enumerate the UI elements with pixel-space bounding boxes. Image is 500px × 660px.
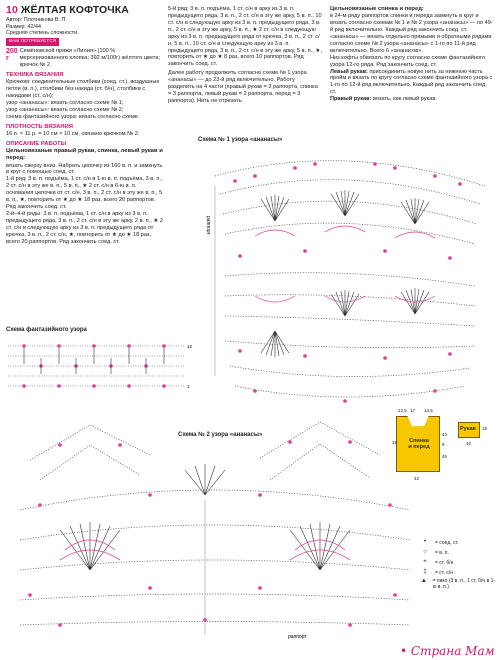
legend-symbol-0: • <box>423 539 427 546</box>
column-middle <box>168 6 322 105</box>
yarn-info <box>6 48 164 69</box>
right-sleeve-text: вязать, как левый рукав. <box>373 96 437 103</box>
dim-top-2: 12,5 <box>424 408 433 413</box>
legend-label-2: = ст. б/н <box>435 559 454 566</box>
col2-p1: Далее работу продолжить согласно схеме № 1 узора «ананасы» — до 23-й ряд включительно. Работу разделить на 4 части (правый рукав = 2 раппорта, спинка = 3 раппорта, левый рукав = 2 раппорта, перед = 3 раппорта). Нить не отрезать. <box>168 70 318 104</box>
legend-row-1 <box>418 548 498 558</box>
dim-left: 15 <box>392 440 398 445</box>
schema1-title: Схема № 1 узора «ананасы» <box>198 137 283 143</box>
col3-p2: Низ кофты обвязать по кругу согласно схеме фантазийного узора 12-го ряда. Ряд закончить соед. ст. <box>330 54 486 68</box>
author: Автор: Плотникова В. П. <box>6 17 67 24</box>
article-title <box>6 4 164 17</box>
dim-top-0: 12,5 <box>398 408 407 413</box>
density-heading: ПЛОТНОСТЬ ВЯЗАНИЯ <box>6 123 73 130</box>
dim-body-h-0: 40 <box>442 432 448 437</box>
technique-heading: ТЕХНИКА ВЯЗАНИЯ <box>6 72 64 79</box>
col3-subheading: Цельновязаные спинка и перед: <box>330 6 424 12</box>
difficulty: Средняя степень сложности. <box>6 29 79 36</box>
technique-item-0: Крючком: соединительные столбики (соед. ст.), воздушные петли (в. п.), столбики без накида (ст. б/н), столбики с накидами (ст. с/н); <box>6 79 160 100</box>
legend-row-2 <box>418 558 498 568</box>
legend-symbol-3: ‡ <box>423 569 427 576</box>
article-number: 10 <box>6 4 18 16</box>
schema2-rapport-label: раппорт <box>288 634 307 640</box>
technique-item-3: схема фантазийного узора: вязать согласно схеме. <box>6 113 140 120</box>
legend-label-1: = в. п. <box>435 549 449 556</box>
technique-item-2: узор «ананасы»: вязать согласно схеме № 2; <box>6 107 124 114</box>
article-meta <box>6 17 164 36</box>
description-heading: ОПИСАНИЕ РАБОТЫ <box>6 141 67 147</box>
left-sleeve-text: присоединить новую нить за нижнюю часть пройм и вязать по кругу согласно схеме фантазийного узора с 1-го по 12-й ряд включительно. Каждый ряд закончить соед. ст. <box>330 68 493 96</box>
fantasy-schema-title: Схема фантазийного узора <box>6 327 87 333</box>
need-label: ВАМ ПОТРЕБУЕТСЯ <box>6 38 59 46</box>
legend-row-3 <box>418 568 498 578</box>
dim-bottom: 42 <box>414 476 420 481</box>
legend-symbol-1: ○ <box>423 549 427 556</box>
legend-label-4: = пико (3 в. п., 1 ст. б/н в 1-ю в. п.) <box>432 578 496 591</box>
dim-body-h-1: 9 <box>442 442 445 447</box>
column-right <box>330 6 494 103</box>
dim-sleeve: 18 <box>482 426 488 431</box>
yarn-amount: 200 г <box>6 48 18 63</box>
legend <box>418 538 498 590</box>
schema2-diagram <box>0 400 425 648</box>
legend-label-3: = ст. с/н <box>435 569 453 576</box>
description-p1: 1-й ряд: 3 в. п. подъёма, 1 ст. с/н в 1-ю в. п. подъёма, 3 в. п., 2 ст. с/н в эту же в. п., 5 в. п., ★ 2 ст. с/н в 6-ю в. п. основания цепочки от ст. с/н, 3 в. п., 2 ст. с/н в эту же в. п., 5 в. п., ★, повторить от ★ до ★ 18 раз, всего 20 раппортов. Ряд закончить соед. ст. <box>6 176 163 211</box>
density-text: 16 п. × 11 р. = 10 см × 10 см, связано крючком № 2. <box>6 131 140 138</box>
left-sleeve-label: Левый рукав: <box>330 68 368 75</box>
dim-body-h-2: 45 <box>442 454 448 459</box>
article-title-text: ЖЁЛТАЯ КОФТОЧКА <box>20 4 129 16</box>
schema1-rapport-label: раппорт <box>205 216 211 235</box>
yarn-text: Семёновской пряжи «Лилия» (100 % мерсеризованного хлопка; 392 м/100г) жёлтого цвета; крючок № 2. <box>19 48 161 69</box>
schema1-diagram <box>195 146 500 411</box>
svg-text:12: 12 <box>187 344 193 349</box>
body-schema-label: Спинка и перед <box>408 438 430 451</box>
dim-top-1: 17 <box>410 408 416 413</box>
technique-item-1: узор «ананасы»: вязать согласно схеме № 1; <box>6 100 124 107</box>
fantasy-schema-diagram <box>4 336 194 398</box>
description-p0: вязать сверху вниз. Набрать цепочку из 160 в. п. и замкнуть в круг с помощью соед. ст. <box>6 162 163 176</box>
size: Размер: 42/44 <box>6 23 42 30</box>
legend-label-0: = соед. ст. <box>435 539 459 546</box>
col3-p1: «ананасы» — вязать отдельно прямыми и обратными рядами согласно схеме № 2 узора «ананасы» с 1-го по 11-й ряд включительно. Всего 6 «ананасов». <box>330 33 492 54</box>
watermark: • Страна Мам <box>400 644 495 658</box>
col3-p0: в 24-м ряду раппортов спинки и переда замкнуть в круг и вязать согласно схемам № 1 и № 2 узора «ананасы» — по 49-й ряд включительно. Каждый ряд закончить соед. ст. <box>330 13 493 34</box>
description-p2: 2-й–4-й ряды: 3 в. п. подъёма, 1 ст. с/н в арку из 3 в. п. предыдущего ряда, 3 в. п., 2 ст. с/н в эту же арку, 2 в. п., ★ 2 ст. с/н в следующую арку из 3 в. п. предыдущего ряда от крючка, 3 в. п., 2 ст. с/н, ★, повторить от ★ до ★ 18 раз, всего 20 раппортов. Ряд закончить соед. ст. <box>6 211 164 245</box>
legend-symbol-4: ▲ <box>420 578 427 584</box>
sleeve-schema-label: Рукав <box>460 426 476 432</box>
legend-row-0 <box>418 538 498 548</box>
legend-row-4 <box>418 578 498 590</box>
pattern-schema <box>392 408 496 488</box>
description-subheading: Цельновязаные правый рукав, спинка, левый рукав и перед: <box>6 148 163 162</box>
svg-text:1: 1 <box>187 384 190 389</box>
dim-sleeve-w: 10 <box>466 441 472 446</box>
legend-symbol-2: + <box>423 559 427 566</box>
col2-p0: 5-й ряд: 3 в. п. подъёма, 1 ст. с/н в арку из 3 в. п. предыдущего ряда, 3 в. п., 2 ст. с/н в эту же арку, 5 в. п., 10 ст. с/н в следующую арку из 3 в. п. предыдущего ряда, 3 в. п., 2 ст. с/н в эту же арку, 5 в. п., ★ 2 ст. с/н в следующую арку из 3 в. п. предыдущего ряда от крючка, 3 в. п., 2 ст. с/н, 5 в. п., 10 ст. с/н в следующую арку из 3 в. п. предыдущего ряда, 3 в. п., 2 ст. с/н в эту же арку, 5 в. п., ★, повторить от ★ до ★ 8 раз, всего 10 раппортов. Ряд закончить соед. ст. <box>168 6 322 68</box>
right-sleeve-label: Правый рукав: <box>330 96 372 103</box>
schema2-title: Схема № 2 узора «ананасы» <box>178 432 263 438</box>
column-left <box>6 4 164 246</box>
